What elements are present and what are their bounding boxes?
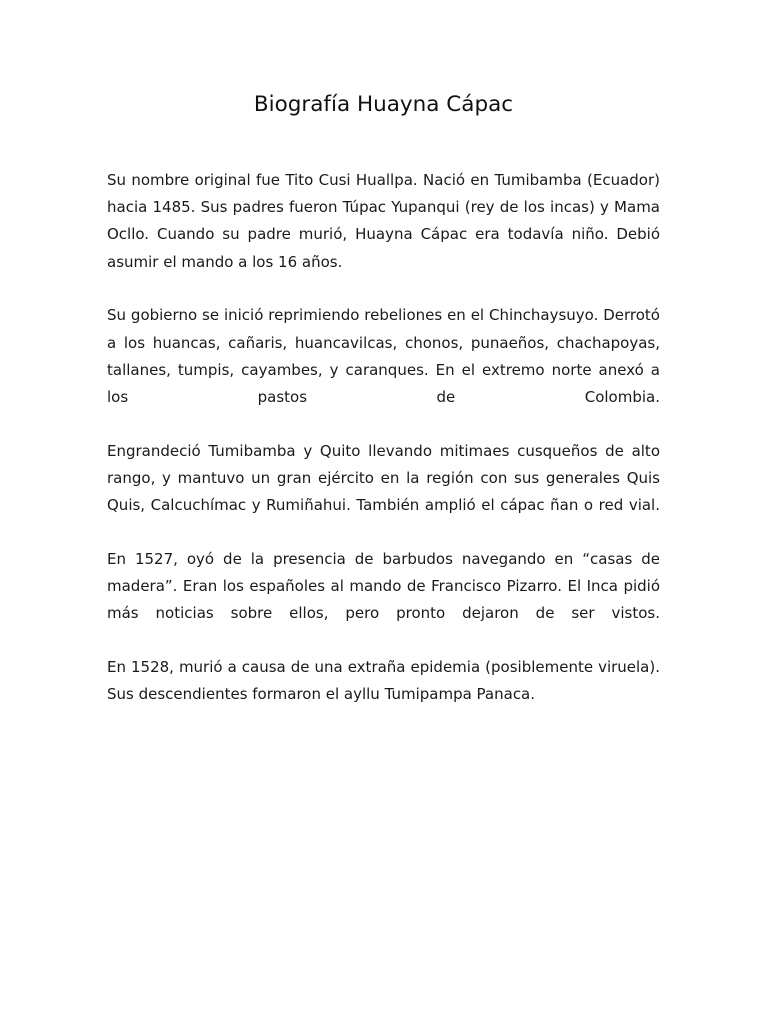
paragraph-government: Su gobierno se inició reprimiendo rebeliones en el Chinchaysuyo. Derrotó a los huancas, cañaris, huancavilcas, chonos, punaeños, chachapoyas, tallanes, tumpis, cayambes, y caranques. En el extremo norte anexó a los pastos de Colombia. [107,306,660,406]
paragraph-birth: Su nombre original fue Tito Cusi Huallpa. Nació en Tumibamba (Ecuador) hacia 1485. Sus padres fueron Túpac Yupanqui (rey de los incas) y Mama Ocllo. Cuando su padre murió, Huayna Cápac era todavía niño. Debió asumir el mando a los 16 años. [107,171,660,271]
document-body [107,167,660,735]
document-title: Biografía Huayna Cápac [253,92,514,117]
paragraph-spaniards: En 1527, oyó de la presencia de barbudos navegando en “casas de madera”. Eran los españoles al mando de Francisco Pizarro. El Inca pidió más noticias sobre ellos, pero pronto dejaron de ser vistos. [107,549,660,623]
paragraph-tumibamba-quito: Engrandeció Tumibamba y Quito llevando mitimaes cusqueños de alto rango, y mantuvo un gran ejército en la región con sus generales Quis Quis, Calcuchímac y Rumiñahui. También amplió el cápac ñan o red vial. [107,441,660,515]
paragraph-death: En 1528, murió a causa de una extraña epidemia (posiblemente viruela). Sus descendientes formaron el ayllu Tumipampa Panaca. [107,657,660,704]
